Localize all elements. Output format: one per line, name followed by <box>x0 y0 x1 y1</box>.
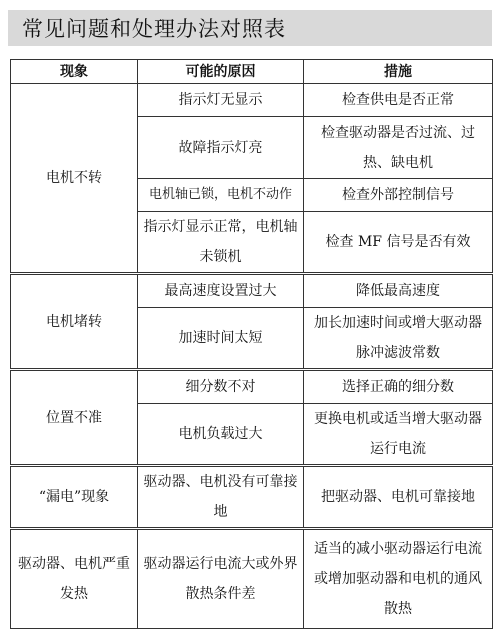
cause-cell: 驱动器、电机没有可靠接地 <box>138 466 304 529</box>
faq-table <box>10 59 493 629</box>
measure-cell: 更换电机或适当增大驱动器运行电流 <box>304 404 493 466</box>
table-row <box>11 466 493 529</box>
measure-cell: 选择正确的细分数 <box>304 370 493 404</box>
table-header-row <box>11 60 493 84</box>
phenomenon-cell: “漏电”现象 <box>11 466 138 529</box>
measure-cell: 检查驱动器是否过流、过热、缺电机 <box>304 117 493 179</box>
cause-cell: 电机轴已锁，电机不动作 <box>138 179 304 212</box>
table-row <box>11 274 493 308</box>
cause-cell: 指示灯显示正常，电机轴未锁机 <box>138 212 304 274</box>
cause-cell: 细分数不对 <box>138 370 304 404</box>
cause-cell: 驱动器运行电流大或外界散热条件差 <box>138 529 304 629</box>
cause-cell: 指示灯无显示 <box>138 84 304 117</box>
phenomenon-cell: 位置不准 <box>11 370 138 466</box>
cause-cell: 故障指示灯亮 <box>138 117 304 179</box>
cause-cell: 最高速度设置过大 <box>138 274 304 308</box>
table-row <box>11 529 493 629</box>
phenomenon-cell: 驱动器、电机严重发热 <box>11 529 138 629</box>
header-cause: 可能的原因 <box>138 60 304 84</box>
phenomenon-cell: 电机不转 <box>11 84 138 274</box>
measure-cell: 把驱动器、电机可靠接地 <box>304 466 493 529</box>
page-title: 常见问题和处理办法对照表 <box>8 10 492 46</box>
cause-cell: 电机负载过大 <box>138 404 304 466</box>
measure-cell: 降低最高速度 <box>304 274 493 308</box>
cause-cell: 加速时间太短 <box>138 308 304 370</box>
table-row <box>11 84 493 117</box>
measure-cell: 检查 MF 信号是否有效 <box>304 212 493 274</box>
table-row <box>11 370 493 404</box>
measure-cell: 加长加速时间或增大驱动器脉冲滤波常数 <box>304 308 493 370</box>
measure-cell: 检查供电是否正常 <box>304 84 493 117</box>
header-measure: 措施 <box>304 60 493 84</box>
measure-cell: 适当的减小驱动器运行电流或增加驱动器和电机的通风散热 <box>304 529 493 629</box>
phenomenon-cell: 电机堵转 <box>11 274 138 370</box>
header-phenomenon: 现象 <box>11 60 138 84</box>
measure-cell: 检查外部控制信号 <box>304 179 493 212</box>
